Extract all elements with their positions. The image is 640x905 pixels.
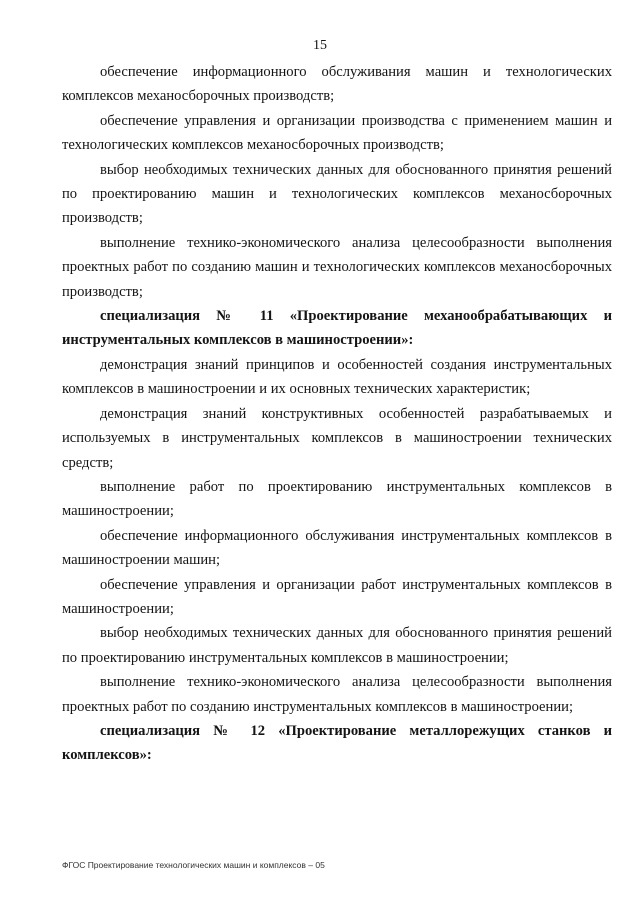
page-footer: ФГОС Проектирование технологических машин и комплексов – 05 xyxy=(62,860,325,870)
paragraph-7: демонстрация знаний конструктивных особенностей разрабатываемых и используемых в инструментальных комплексов в машиностроении технических средств; xyxy=(62,405,612,471)
paragraph-9: обеспечение информационного обслуживания инструментальных комплексов в машиностроении машин; xyxy=(62,527,612,569)
paragraph-6: демонстрация знаний принципов и особенностей создания инструментальных комплексов в машиностроении и их основных технических характеристик; xyxy=(62,356,612,398)
paragraph-4: выполнение технико-экономического анализа целесообразности выполнения проектных работ по созданию машин и технологических комплексов механосборочных производств; xyxy=(62,234,612,300)
paragraph-1: обеспечение информационного обслуживания машин и технологических комплексов механосборочных производств; xyxy=(62,64,612,105)
specialization-11-heading: специализация № 11 «Проектирование механообрабатывающих и инструментальных комплексов в машиностроении»: xyxy=(62,308,612,349)
document-body xyxy=(62,60,612,768)
paragraph-12: выполнение технико-экономического анализа целесообразности выполнения проектных работ по созданию инструментальных комплексов в машиностроении; xyxy=(62,674,612,715)
paragraph-10: обеспечение управления и организации работ инструментальных комплексов в машиностроении; xyxy=(62,576,612,617)
paragraph-8: выполнение работ по проектированию инструментальных комплексов в машиностроении; xyxy=(62,478,612,520)
specialization-12-heading: специализация № 12 «Проектирование металлорежущих станков и комплексов»: xyxy=(62,722,612,764)
paragraph-11: выбор необходимых технических данных для обоснованного принятия решений по проектированию инструментальных комплексов в машиностроении; xyxy=(62,625,612,666)
paragraph-3: выбор необходимых технических данных для обоснованного принятия решений по проектированию машин и технологических комплексов механосборочных производств; xyxy=(62,161,612,227)
paragraph-2: обеспечение управления и организации производства с применением машин и технологических комплексов механосборочных производств; xyxy=(62,112,612,154)
page-number: 15 xyxy=(313,38,327,53)
